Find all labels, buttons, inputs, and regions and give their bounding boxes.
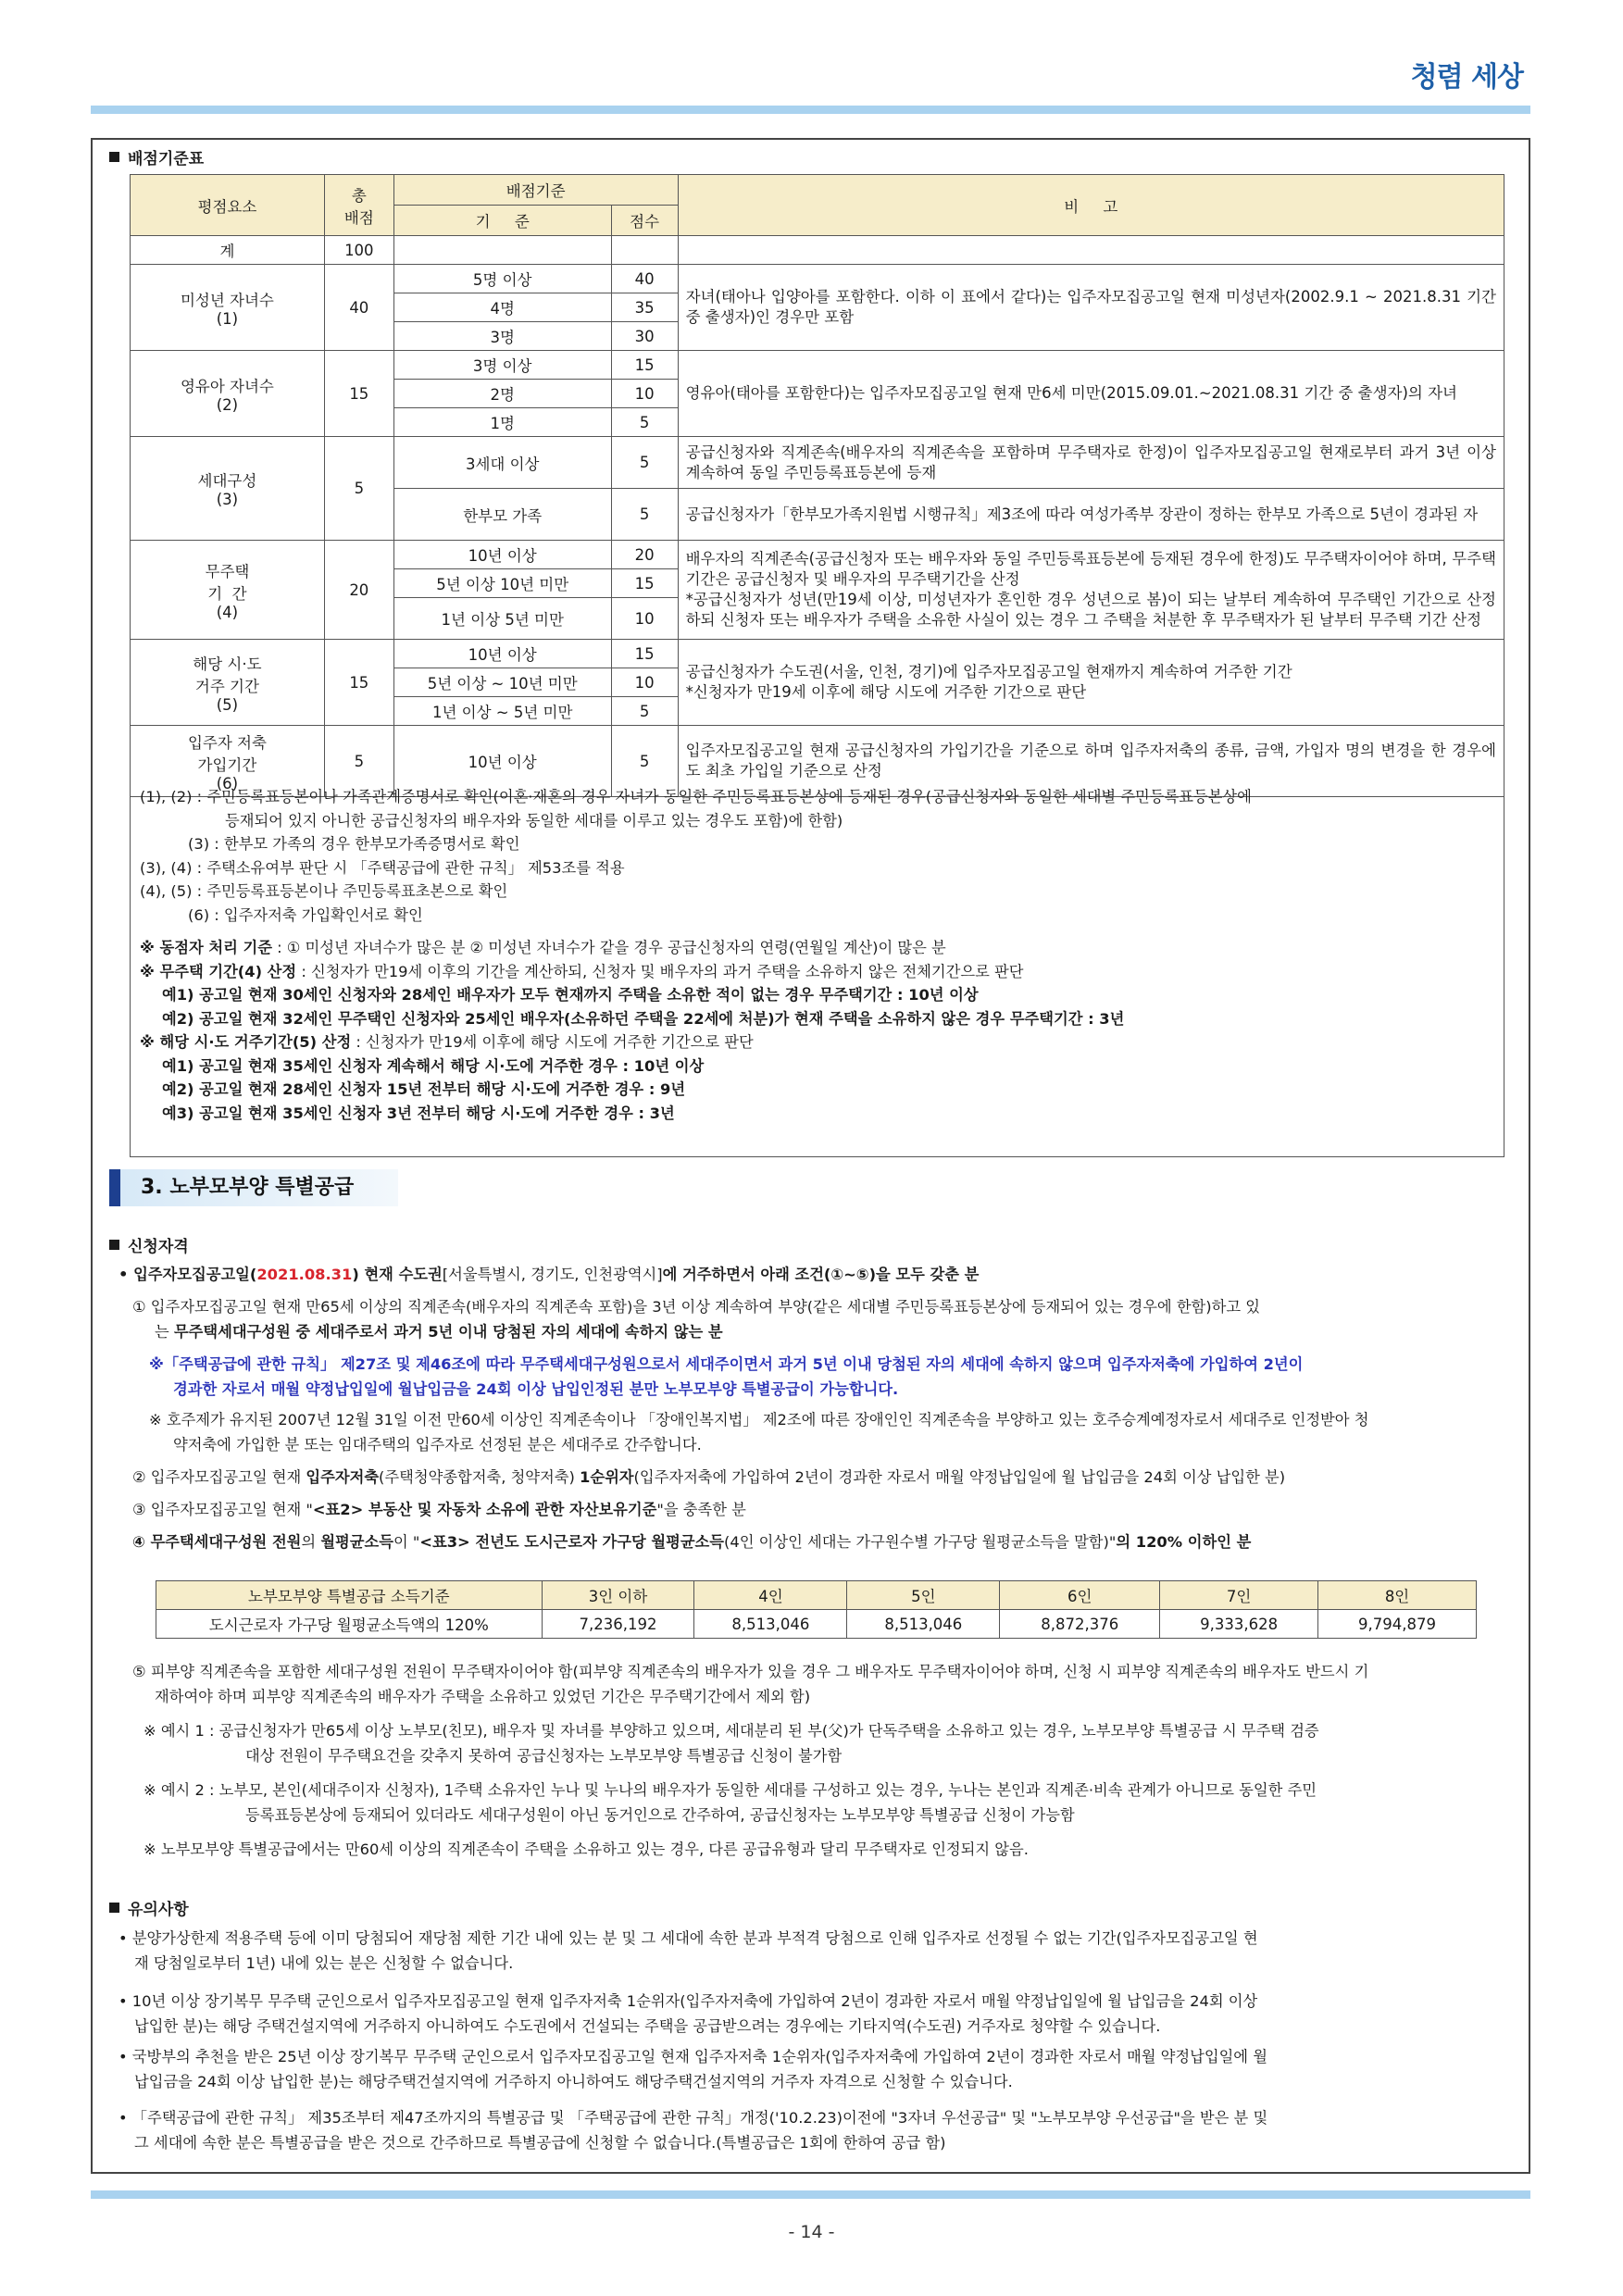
income-th: 5인 (847, 1581, 1000, 1610)
table-row: 무주택 기 간 (4) 20 10년 이상 20 배우자의 직계존속(공급신청자 또는 배우자와 동일 주민등록표등본에 등재된 경우에 한정)도 무주택자이어야 하며, 무주택기간은 공급신청자 및 배우자의 무주택기간을 산정 *공급신청자가 성년(만19세 이상, 미성년자가 혼인한 경우 성년으로 봄)이 되는 날부터 계속하여 무주택인 기간으로 산정하되 신청자 또는 배우자가 주택을 소유한 사실이 있는 경우 그 주택을 처분한 후 무주택자가 된 날부터 무주택 기간 산정 (131, 541, 1504, 569)
table-row: 입주자 저축 가입기간 (6) 5 10년 이상 5 입주자모집공고일 현재 공급신청자의 가입기간을 기준으로 하며 입주자저축의 종류, 금액, 가입자 명의 변경을 한 경우에도 최초 가입일 기준으로 산정 (131, 726, 1504, 797)
income-th: 7인 (1160, 1581, 1318, 1610)
table-row: 5년 이상 ~ 10년 미만 10 (131, 668, 1504, 697)
th-remarks: 비 고 (678, 175, 1504, 236)
factor-cell: 해당 시·도 거주 기간 (5) (131, 640, 325, 726)
remark-cell: 공급신청자가「한부모가족지원법 시행규칙」제3조에 따라 여성가족부 장관이 정하는 한부모 가족으로 5년이 경과된 자 (678, 489, 1504, 541)
remark-cell: 영유아(태아를 포함한다)는 입주자모집공고일 현재 만6세 미만(2015.09.01.~2021.08.31 기간 중 출생자)의 자녀 (678, 351, 1504, 437)
nohouse-rule: ※ 무주택 기간(4) 산정 : 신청자가 만19세 이후의 기간을 계산하되, 신청자 및 배우자의 과거 주택을 소유하지 않은 전체기간으로 판단 (140, 962, 1024, 980)
th-criteria: 배점기준 (393, 175, 678, 206)
remark-cell: 입주자모집공고일 현재 공급신청자의 가입기간을 기준으로 하며 입주자저축의 종류, 금액, 가입자 명의 변경을 한 경우에도 최초 가입일 기준으로 산정 (678, 726, 1504, 797)
table-row: 1명 5 (131, 408, 1504, 437)
tie-rule: ※ 동점자 처리 기준 : ① 미성년 자녀수가 많은 분 ② 미성년 자녀수가 같을 경우 공급신청자의 연령(연월일 계산)이 많은 분 (140, 939, 946, 956)
score-table (130, 174, 1504, 797)
logo (1411, 54, 1523, 94)
caution-text: • 분양가상한제 적용주택 등에 이미 당첨되어 재당첨 제한 기간 내에 있는 분 및 그 세대에 속한 분과 부적격 당첨으로 인해 입주자로 선정될 수 없는 기간(입주자모집공고일 현 재 당첨일로부터 1년) 내에 있는 분은 신청할 수 없습니다. • 10년 이상 장기복무 무주택 군인으로서 입주자모집공고일 현재 입주자저축 1순위자(입주자저축에 가입하여 2년이 경과한 자로서 매월 약정납입일에 월 납입금을 24회 이상 납입한 분)는 해당 주택건설지역에 거주하지 아니하여도 수도권에서 건설되는 주택을 공급받으려는 경우에는 기타지역(수도권) 거주자로 청약할 수 있습니다. • 국방부의 추천을 받은 25년 이상 장기복무 무주택 군인으로서 입주자모집공고일 현재 입주자저축 1순위자(입주자저축에 가입하여 2년이 경과한 자로서 매월 약정납입일에 월 납입금을 24회 이상 납입한 분)는 해당주택건설지역에 거주하지 아니하여도 해당주택건설지역의 거주자 자격으로 신청할 수 있습니다. • 「주택공급에 관한 규칙」 제35조부터 제47조까지의 특별공급 및 「주택공급에 관한 규칙」개정('10.2.23)이전에 "3자녀 우선공급" 및 "노부모부양 우선공급"을 받은 분 및 그 세대에 속한 분은 특별공급을 받은 것으로 간주하므로 특별공급에 신청할 수 없습니다.(특별공급은 1회에 한하여 공급 함) (119, 1929, 1268, 2152)
page-number: - 14 - (788, 2222, 835, 2242)
th-total: 총 배점 (324, 175, 393, 236)
remark-cell: 자녀(태아나 입양아를 포함한다. 이하 이 표에서 같다)는 입주자모집공고일 현재 미성년자(2002.9.1 ~ 2021.8.31 기간 중 출생자)인 경우만 포함 (678, 265, 1504, 351)
square-bullet-icon (109, 152, 119, 162)
th-factor: 평점요소 (131, 175, 325, 236)
table-row: 3명 30 (131, 322, 1504, 351)
factor-cell: 미성년 자녀수 (1) (131, 265, 325, 351)
income-table (156, 1580, 1477, 1639)
income-th: 노부모부양 특별공급 소득기준 (156, 1581, 543, 1610)
qualification-text-2: ⑤ 피부양 직계존속을 포함한 세대구성원 전원이 무주택자이어야 함(피부양 직계존속의 배우자가 있을 경우 그 배우자도 무주택자이어야 하며, 신청 시 피부양 직계존속의 배우자도 반드시 기 재하여야 하며 피부양 직계존속의 배우자가 주택을 소유하고 있었던 기간은 무주택기간에서 제외 함) ※ 예시 1 : 공급신청자가 만65세 이상 노부모(친모), 배우자 및 자녀를 부양하고 있으며, 세대분리 된 부(父)가 단독주택을 소유하고 있는 경우, 노부모부양 특별공급 시 무주택 검증 대상 전원이 무주택요건을 갖추지 못하여 공급신청자는 노부모부양 특별공급 신청이 불가함 ※ 예시 2 : 노부모, 본인(세대주이자 신청자), 1주택 소유자인 누나 및 누나의 배우자가 동일한 세대를 구성하고 있는 경우, 누나는 본인과 직계존·비속 관계가 아니므로 동일한 주민 등록표등본상에 등재되어 있더라도 세대구성원이 아닌 동거인으로 간주하여, 공급신청자는 노부모부양 특별공급 신청이 가능함 ※ 노부모부양 특별공급에서는 만60세 이상의 직계존속이 주택을 소유하고 있는 경우, 다른 공급유형과 달리 무주택자로 인정되지 않음. (132, 1663, 1369, 1858)
caution-heading: 유의사항 (109, 1896, 189, 1919)
table-row: 해당 시·도 거주 기간 (5) 15 10년 이상 15 공급신청자가 수도권(서울, 인천, 경기)에 입주자모집공고일 현재까지 계속하여 거주한 기간 *신청자가 만19세 이후에 해당 시도에 거주한 기간으로 판단 (131, 640, 1504, 668)
square-bullet-icon (109, 1240, 119, 1250)
th-points: 점수 (611, 206, 678, 236)
table-row: 영유아 자녀수 (2) 15 3명 이상 15 영유아(태아를 포함한다)는 입주자모집공고일 현재 만6세 미만(2015.09.01.~2021.08.31 기간 중 출생자)의 자녀 (131, 351, 1504, 380)
th-criterion: 기 준 (393, 206, 611, 236)
section-3-title: 3. 노부모부양 특별공급 (109, 1169, 398, 1206)
square-bullet-icon (109, 1903, 119, 1913)
factor-cell: 무주택 기 간 (4) (131, 541, 325, 640)
table-row: 계 100 (131, 236, 1504, 265)
table-row: 2명 10 (131, 380, 1504, 408)
table-row: 세대구성 (3) 5 3세대 이상 5 공급신청자와 직계존속(배우자의 직계존속을 포함하며 무주택자로 한정)이 입주자모집공고일 현재로부터 과거 3년 이상 계속하여 동일 주민등록표등본에 등재 (131, 437, 1504, 489)
logo-text: 청렴 세상 (1410, 61, 1523, 94)
score-notes: (1), (2) : 주민등록표등본이나 가족관계증명서로 확인(이혼·재혼의 경우 자녀가 동일한 주민등록표등본상에 등재된 경우(공급신청자와 동일한 세대별 주민등록표등본상에 등재되어 있지 아니한 공급신청자의 배우자와 동일한 세대를 이루고 있는 경우도 포함)에 한함) (3) : 한부모 가족의 경우 한부모가족증명서로 확인 (3), (4) : 주택소유여부 판단 시 「주택공급에 관한 규칙」 제53조를 적용 (4), (5) : 주민등록표등본이나 주민등록표초본으로 확인 (6) : 입주자저축 가입확인서로 확인 ※ 동점자 처리 기준 : ① 미성년 자녀수가 많은 분 ② 미성년 자녀수가 같을 경우 공급신청자의 연령(연월일 계산)이 많은 분 ※ 무주택 기간(4) 산정 : 신청자가 만19세 이후의 기간을 계산하되, 신청자 및 배우자의 과거 주택을 소유하지 않은 전체기간으로 판단 예1) 공고일 현재 30세인 신청자와 28세인 배우자가 모두 현재까지 주택을 소유한 적이 없는 경우 무주택기간 : 10년 이상 예2) 공고일 현재 32세인 무주택인 신청자와 25세인 배우자(소유하던 주택을 22세에 처분)가 현재 주택을 소유하지 않은 경우 무주택기간 : 3년 ※ 해당 시·도 거주기간(5) 산정 : 신청자가 만19세 이후에 해당 시도에 거주한 기간으로 판단 예1) 공고일 현재 35세인 신청자 계속해서 해당 시·도에 거주한 경우 : 10년 이상 예2) 공고일 현재 28세인 신청자 15년 전부터 해당 시·도에 거주한 경우 : 9년 예3) 공고일 현재 35세인 신청자 3년 전부터 해당 시·도에 거주한 경우 : 3년 (130, 780, 1504, 1157)
table-row: 4명 35 (131, 293, 1504, 322)
table-row: 도시근로자 가구당 월평균소득액의 120% 7,236,192 8,513,046 8,513,046 8,872,376 9,333,628 9,794,879 (156, 1610, 1477, 1639)
resid-rule: ※ 해당 시·도 거주기간(5) 산정 : 신청자가 만19세 이후에 해당 시도에 거주한 기간으로 판단 (140, 1033, 754, 1051)
factor-cell: 입주자 저축 가입기간 (6) (131, 726, 325, 797)
table-row: 한부모 가족 5 공급신청자가「한부모가족지원법 시행규칙」제3조에 따라 여성가족부 장관이 정하는 한부모 가족으로 5년이 경과된 자 (131, 489, 1504, 541)
table-row: 미성년 자녀수 (1) 40 5명 이상 40 자녀(태아나 입양아를 포함한다. 이하 이 표에서 같다)는 입주자모집공고일 현재 미성년자(2002.9.1 ~ 2021.8.31 기간 중 출생자)인 경우만 포함 (131, 265, 1504, 293)
income-th: 6인 (1000, 1581, 1160, 1610)
table-row: 1년 이상 ~ 5년 미만 5 (131, 697, 1504, 726)
table-row: 1년 이상 5년 미만 10 (131, 598, 1504, 640)
remark-cell: 배우자의 직계존속(공급신청자 또는 배우자와 동일 주민등록표등본에 등재된 경우에 한정)도 무주택자이어야 하며, 무주택기간은 공급신청자 및 배우자의 무주택기간을 산정 *공급신청자가 성년(만19세 이상, 미성년자가 혼인한 경우 성년으로 봄)이 되는 날부터 계속하여 무주택인 기간으로 산정하되 신청자 또는 배우자가 주택을 소유한 사실이 있는 경우 그 주택을 처분한 후 무주택자가 된 날부터 무주택 기간 산정 (678, 541, 1504, 640)
qual-heading: 신청자격 (109, 1233, 189, 1256)
income-th: 8인 (1318, 1581, 1477, 1610)
remark-cell: 공급신청자와 직계존속(배우자의 직계존속을 포함하며 무주택자로 한정)이 입주자모집공고일 현재로부터 과거 3년 이상 계속하여 동일 주민등록표등본에 등재 (678, 437, 1504, 489)
income-th: 4인 (694, 1581, 847, 1610)
factor-cell: 영유아 자녀수 (2) (131, 351, 325, 437)
table-row: 5년 이상 10년 미만 15 (131, 569, 1504, 598)
remark-cell: 공급신청자가 수도권(서울, 인천, 경기)에 입주자모집공고일 현재까지 계속하여 거주한 기간 *신청자가 만19세 이후에 해당 시도에 거주한 기간으로 판단 (678, 640, 1504, 726)
score-section-heading: 배점기준표 (109, 145, 204, 168)
qual-lead: • 입주자모집공고일(2021.08.31) 현재 수도권[서울특별시, 경기도, 인천광역시]에 거주하면서 아래 조건(①~⑤)을 모두 갖춘 분 (119, 1266, 980, 1283)
qualification-text: • 입주자모집공고일(2021.08.31) 현재 수도권[서울특별시, 경기도, 인천광역시]에 거주하면서 아래 조건(①~⑤)을 모두 갖춘 분 ① 입주자모집공고일 현재 만65세 이상의 직계존속(배우자의 직계존속 포함)을 3년 이상 계속하여 부양(같은 세대별 주민등록표등본상에 등재되어 있는 경우에 한함)하고 있 는 무주택세대구성원 중 세대주로서 과거 5년 이내 당첨된 자의 세대에 속하지 않는 분 ※「주택공급에 관한 규칙」 제27조 및 제46조에 따라 무주택세대구성원으로서 세대주이면서 과거 5년 이내 당첨된 자의 세대에 속하지 않으며 입주자저축에 가입하여 2년이 경과한 자로서 매월 약정납입일에 월납입금을 24회 이상 납입인정된 분만 노부모부양 특별공급이 가능합니다. ※ 호주제가 유지된 2007년 12월 31일 이전 만60세 이상인 직계존속이나 「장애인복지법」 제2조에 따른 장애인인 직계존속을 부양하고 있는 호주승계예정자로서 세대주로 인정받아 청 약저축에 가입한 분 또는 임대주택의 입주자로 선정된 분은 세대주로 간주합니다. ② 입주자모집공고일 현재 입주자저축(주택청약종합저축, 청약저축) 1순위자(입주자저축에 가입하여 2년이 경과한 자로서 매월 약정납입일에 월 납입금을 24회 이상 납입한 분) ③ 입주자모집공고일 현재 "<표2> 부동산 및 자동차 소유에 관한 자산보유기준"을 충족한 분 ④ 무주택세대구성원 전원의 월평균소득이 "<표3> 전년도 도시근로자 가구당 월평균소득(4인 이상인 세대는 가구원수별 가구당 월평균소득을 말함)"의 120% 이하인 분 (114, 1262, 1512, 1554)
header-bar (91, 106, 1530, 114)
footer-bar (91, 2190, 1530, 2199)
factor-cell: 세대구성 (3) (131, 437, 325, 541)
income-th: 3인 이하 (542, 1581, 694, 1610)
